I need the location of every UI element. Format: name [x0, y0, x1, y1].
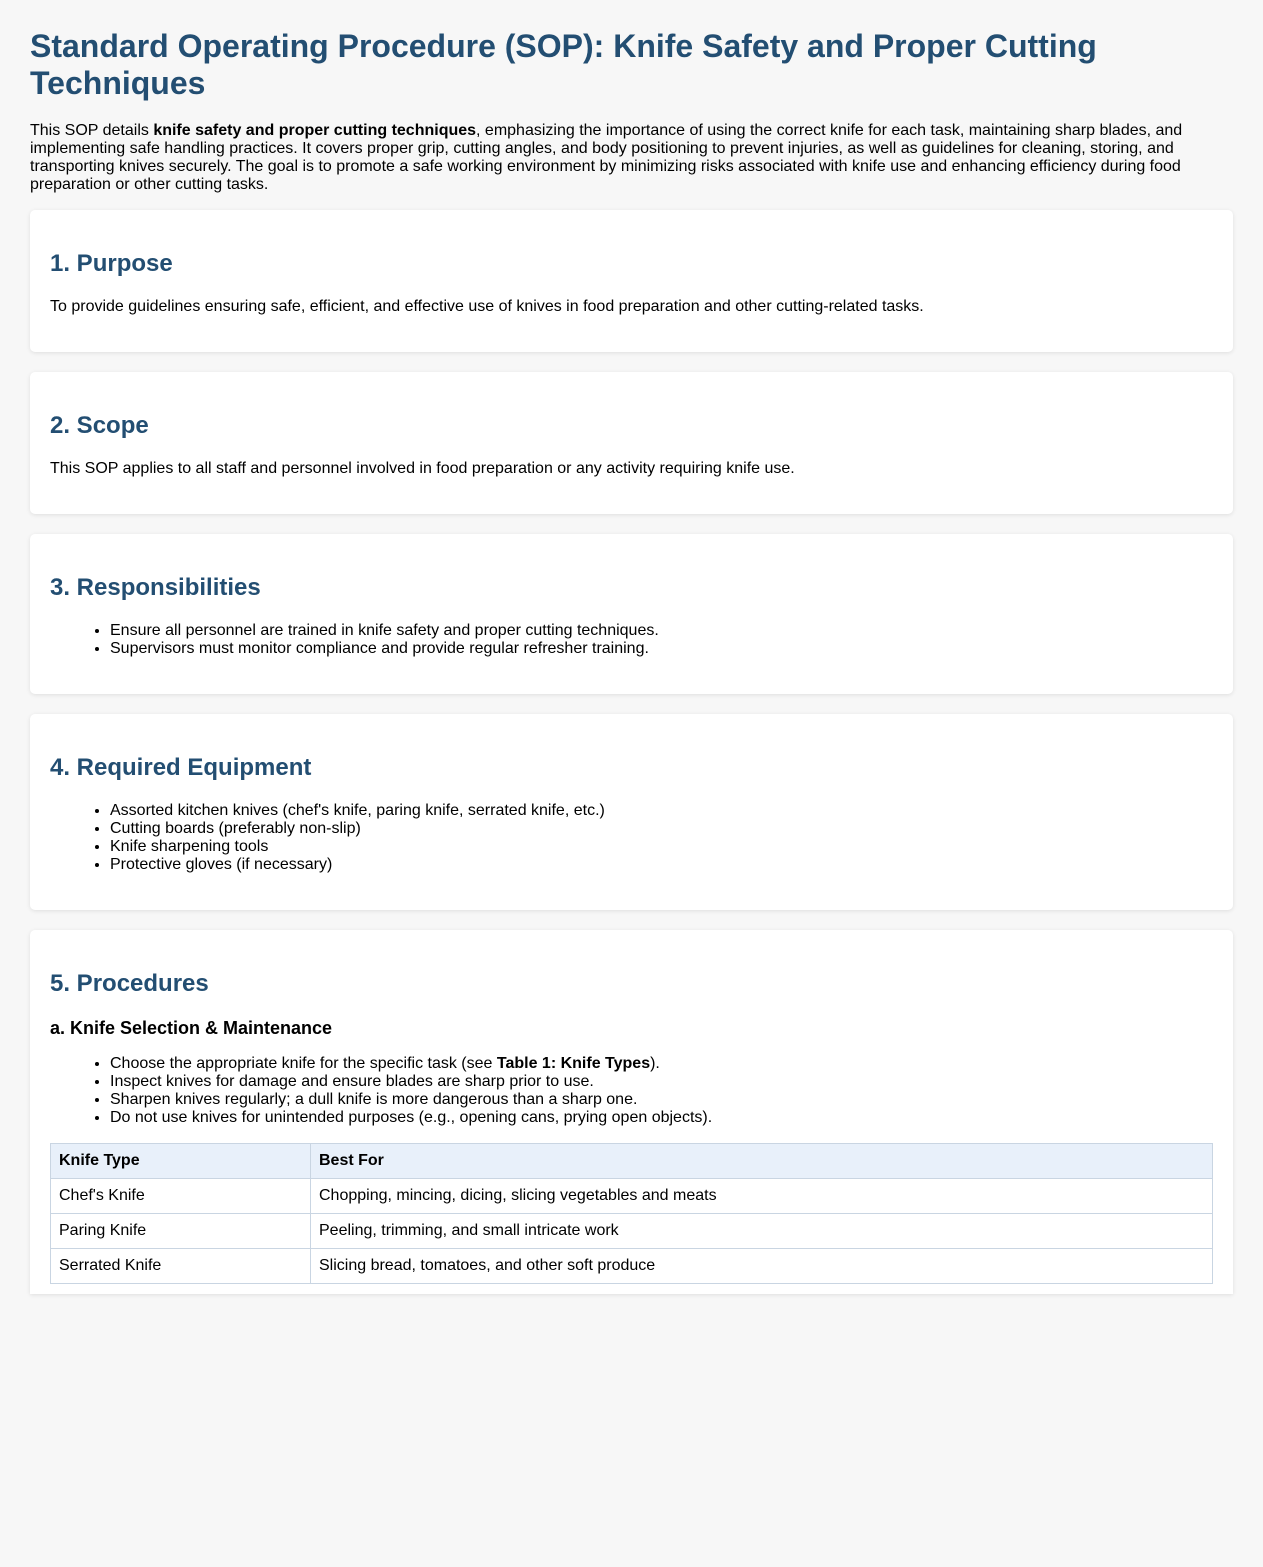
responsibilities-section — [30, 534, 1233, 694]
table-cell: Peeling, trimming, and small intricate work — [311, 1214, 1213, 1249]
equipment-section — [30, 714, 1233, 910]
list-item: • Assorted kitchen knives (chef's knife, paring knife, serrated knife, etc.) — [110, 802, 1213, 820]
intro-text-end: , emphasizing the importance of using the correct knife for each task, maintaining sharp blades, and implementing safe handling practices. It covers proper grip, cutting angles, and body positioning to prevent injuries, as well as guidelines for cleaning, storing, and transporting knives securely. The goal is to promote a safe working environment by minimizing risks associated with knife use and enhancing efficiency during food preparation or other cutting tasks. — [30, 122, 1183, 193]
knife-types-table — [50, 1143, 1213, 1284]
intro-text-start: This SOP details — [30, 122, 154, 139]
scope-text: This SOP applies to all staff and personnel involved in food preparation or any activity requiring knife use. — [50, 460, 795, 477]
knife-selection-heading: a. Knife Selection & Maintenance — [50, 1018, 333, 1038]
procedures-heading: 5. Procedures — [50, 970, 209, 997]
list-item-text-end: ). — [650, 1055, 660, 1072]
list-item: • Protective gloves (if necessary) — [110, 856, 1213, 874]
column-header-knife-type: Knife Type — [51, 1144, 311, 1179]
intro-paragraph — [30, 122, 1233, 194]
table-row — [51, 1214, 1213, 1249]
list-item: • Do not use knives for unintended purposes (e.g., opening cans, prying open objects). — [110, 1109, 1213, 1127]
knife-selection-list — [50, 1055, 1213, 1127]
table-row — [51, 1249, 1213, 1284]
column-header-best-for: Best For — [311, 1144, 1213, 1179]
table-header-row — [51, 1144, 1213, 1179]
purpose-text: To provide guidelines ensuring safe, efficient, and effective use of knives in food preparation and other cutting-related tasks. — [50, 298, 924, 315]
table-reference: Table 1: Knife Types — [496, 1055, 651, 1072]
responsibilities-list — [50, 622, 1213, 658]
table-cell: Chopping, mincing, dicing, slicing vegetables and meats — [311, 1179, 1213, 1214]
page-title: Standard Operating Procedure (SOP): Knife Safety and Proper Cutting Techniques — [30, 28, 1097, 101]
table-cell: Chef's Knife — [51, 1179, 311, 1214]
purpose-heading: 1. Purpose — [50, 250, 173, 277]
table-cell: Slicing bread, tomatoes, and other soft produce — [311, 1249, 1213, 1284]
intro-emphasis: knife safety and proper cutting techniques — [153, 122, 477, 139]
list-item: • Inspect knives for damage and ensure blades are sharp prior to use. — [110, 1073, 1213, 1091]
equipment-list — [50, 802, 1213, 874]
table-cell: Serrated Knife — [51, 1249, 311, 1284]
list-item: • Supervisors must monitor compliance and provide regular refresher training. — [110, 640, 1213, 658]
list-item — [110, 1055, 1213, 1073]
list-item: • Cutting boards (preferably non-slip) — [110, 820, 1213, 838]
list-item: • Ensure all personnel are trained in knife safety and proper cutting techniques. — [110, 622, 1213, 640]
procedures-section — [30, 930, 1233, 1294]
list-item: • Sharpen knives regularly; a dull knife is more dangerous than a sharp one. — [110, 1091, 1213, 1109]
purpose-section — [30, 210, 1233, 352]
list-item-text-start: Choose the appropriate knife for the specific task (see — [110, 1055, 497, 1072]
scope-section — [30, 372, 1233, 514]
list-item: • Knife sharpening tools — [110, 838, 1213, 856]
responsibilities-heading: 3. Responsibilities — [50, 574, 261, 601]
scope-heading: 2. Scope — [50, 412, 149, 439]
table-cell: Paring Knife — [51, 1214, 311, 1249]
table-row — [51, 1179, 1213, 1214]
equipment-heading: 4. Required Equipment — [50, 754, 312, 781]
